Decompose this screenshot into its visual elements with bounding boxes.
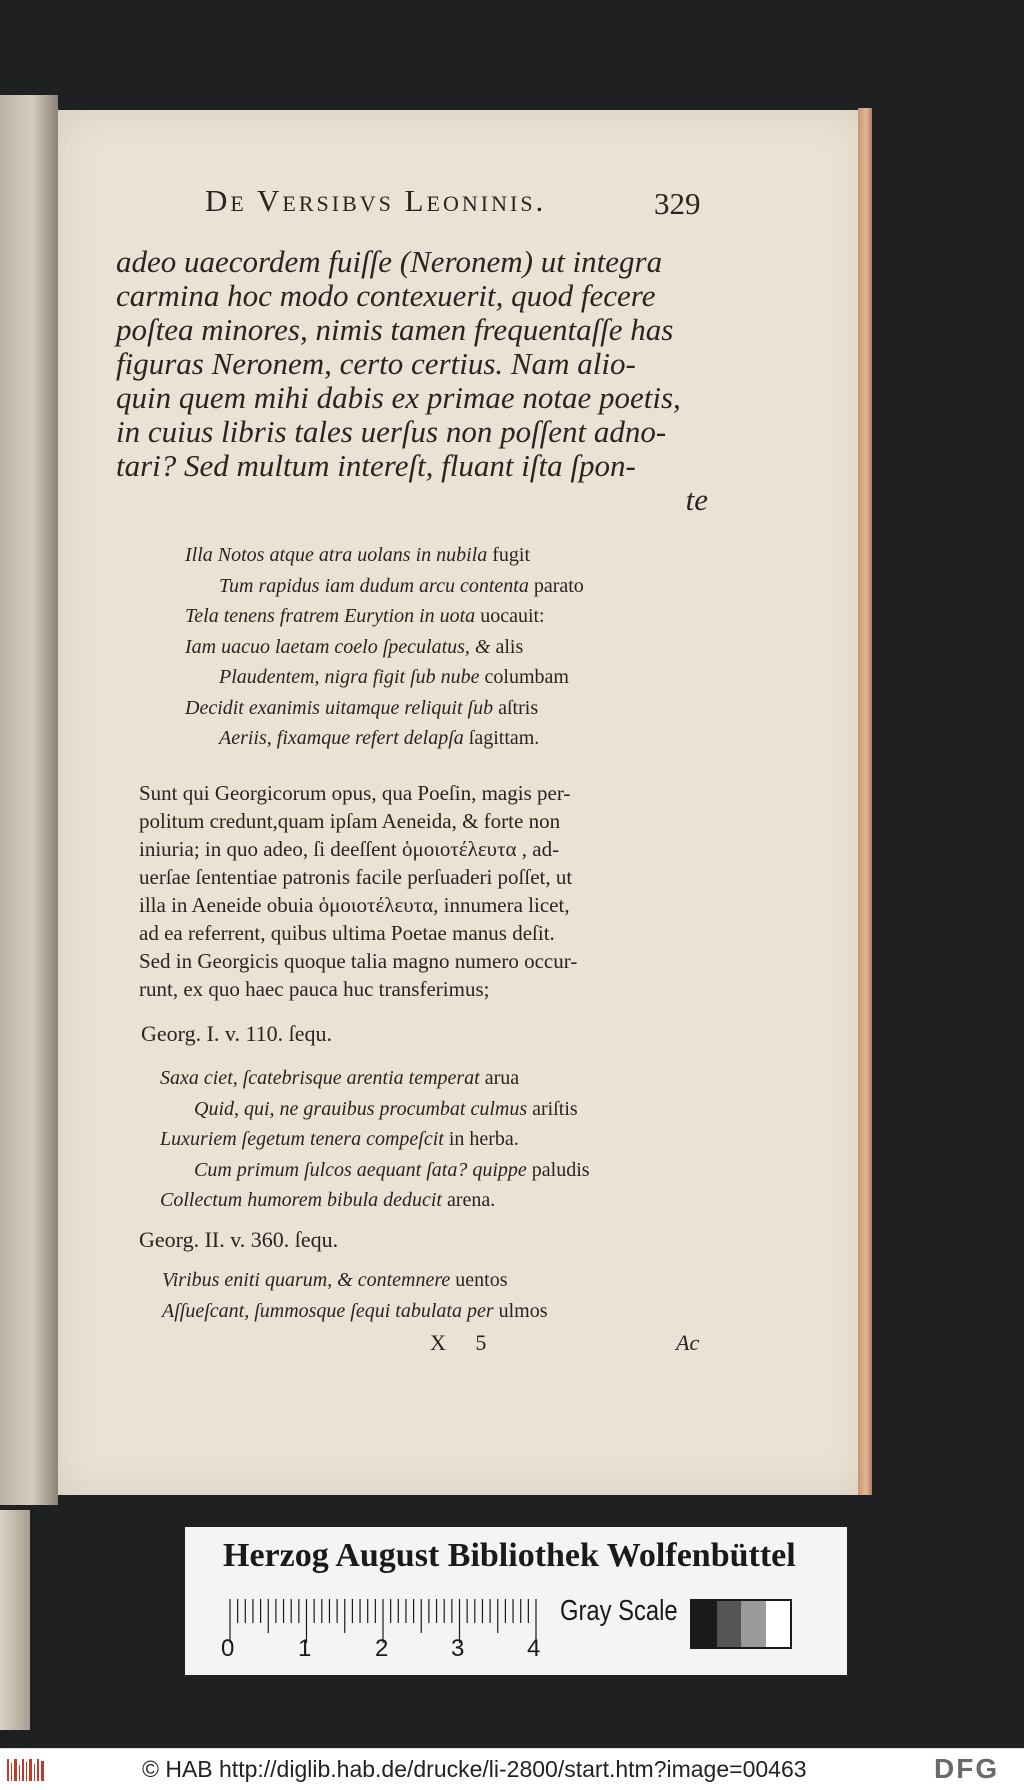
verse-roman-text: ſagittam.: [463, 727, 540, 749]
page-fore-edge: [858, 108, 872, 1495]
verse-italic-text: Cum primum ſulcos aequant ſata? quippe: [194, 1158, 527, 1181]
verse-italic-text: Quid, qui, ne grauibus procumbat culmus: [194, 1097, 528, 1120]
verse-line: [162, 1296, 548, 1327]
verse-italic-text: Tum rapidus iam dudum arcu contenta: [219, 574, 529, 597]
gray-swatch: [717, 1601, 742, 1647]
italic-line: adeo uaecordem fuiſſe (Neronem) ut integra: [116, 244, 663, 279]
verse-roman-text: ariſtis: [527, 1097, 578, 1120]
verse-line: [160, 1063, 590, 1094]
verse-italic-text: Illa Notos atque atra uolans in nubila: [185, 544, 488, 566]
page-number: 329: [654, 186, 701, 221]
verse-italic-text: Tela tenens fratrem Eurytion in uota: [185, 605, 476, 627]
verse-italic-text: Collectum humorem bibula deducit: [160, 1189, 442, 1211]
signature-mark: X 5: [430, 1330, 499, 1355]
italic-paragraph: [116, 245, 708, 517]
running-head: De Versibvs Leoninis.: [205, 183, 547, 218]
prose-line: iniuria; in quo adeo, ſi deeſſent ὁμοιοτέλευτα , ad-: [139, 837, 560, 861]
verse-roman-text: alis: [490, 635, 524, 658]
left-page-edge: [0, 95, 58, 1505]
ruler-number: 2: [375, 1635, 389, 1662]
verse-line: [160, 1124, 590, 1155]
italic-line: figuras Neronem, certo certius. Nam alio-: [116, 346, 636, 381]
verse-line: [185, 662, 584, 693]
verse-line: [185, 723, 584, 754]
catchword: Ac: [676, 1330, 700, 1355]
italic-line: carmina hoc modo contexuerit, quod fecere: [116, 278, 656, 313]
footer-copyright-url: © HAB http://diglib.hab.de/drucke/li-2800/start.htm?image=00463: [142, 1756, 807, 1782]
verse-roman-text: aſtris: [493, 696, 539, 719]
verse-italic-text: Aeriis, fixamque refert delapſa: [219, 727, 464, 749]
prose-line: runt, ex quo haec pauca huc transferimus;: [139, 977, 490, 1001]
verse-block-3: [162, 1265, 548, 1326]
verse-roman-text: arua: [479, 1067, 520, 1089]
verse-line: [185, 693, 584, 724]
verse-roman-text: arena.: [442, 1189, 496, 1211]
ruler-number: 4: [527, 1635, 541, 1662]
prose-line: illa in Aeneide obuia ὁμοιοτέλευτα, innumera licet,: [139, 893, 570, 917]
verse-line: [185, 540, 584, 571]
verse-block-1: [185, 540, 584, 754]
color-reference-card: [185, 1527, 847, 1675]
verse-line: [185, 601, 584, 632]
gray-scale-swatches: [690, 1599, 792, 1649]
verse-roman-text: ulmos: [493, 1299, 548, 1322]
prose-line: politum credunt,quam ipſam Aeneida, & forte non: [139, 809, 561, 833]
institution-name: Herzog August Bibliothek Wolfenbüttel: [223, 1537, 796, 1574]
prose-line: ad ea referrent, quibus ultima Poetae manus deſit.: [139, 921, 555, 945]
prose-line: Sunt qui Georgicorum opus, qua Poeſin, magis per-: [139, 781, 571, 805]
prose-paragraph: [139, 779, 709, 1003]
gray-swatch: [692, 1601, 717, 1647]
verse-italic-text: Decidit exanimis uitamque reliquit ſub: [185, 696, 494, 719]
verse-italic-text: Aſſueſcant, ſummosque ſequi tabulata per: [162, 1299, 494, 1322]
left-page-edge-lower: [0, 1510, 30, 1730]
verse-roman-text: uocauit:: [475, 605, 545, 627]
dfg-logo: DFG: [934, 1753, 1000, 1784]
gray-swatch: [741, 1601, 766, 1647]
italic-line: te: [685, 482, 708, 517]
verse-roman-text: paludis: [526, 1158, 590, 1181]
centimeter-ruler: [185, 1527, 555, 1675]
verse-line: [160, 1155, 590, 1186]
verse-roman-text: parato: [528, 574, 584, 597]
barcode-logo-icon: [6, 1757, 46, 1783]
verse-line: [160, 1094, 590, 1125]
reference-georg-2: Georg. II. v. 360. ſequ.: [139, 1227, 339, 1252]
verse-roman-text: fugit: [487, 544, 531, 566]
verse-italic-text: Viribus eniti quarum, & contemnere: [162, 1269, 451, 1291]
italic-line: quin quem mihi dabis ex primae notae poetis,: [116, 380, 681, 415]
prose-line: Sed in Georgicis quoque talia magno numero occur-: [139, 949, 578, 973]
verse-roman-text: in herba.: [443, 1128, 519, 1150]
italic-line: poſtea minores, nimis tamen frequentaſſe has: [116, 312, 674, 347]
verse-line: [162, 1265, 548, 1296]
ruler-number: 1: [298, 1635, 312, 1662]
ruler-number: 3: [451, 1635, 465, 1662]
reference-georg-1: Georg. I. v. 110. ſequ.: [141, 1021, 333, 1046]
verse-italic-text: Luxuriem ſegetum tenera compeſcit: [160, 1128, 444, 1150]
verse-block-2: [160, 1063, 590, 1216]
footer-bar: [0, 1748, 1024, 1790]
verse-italic-text: Plaudentem, nigra figit ſub nube: [219, 666, 480, 688]
italic-line: in cuius libris tales uerſus non poſſent adno-: [116, 414, 667, 449]
verse-roman-text: uentos: [450, 1269, 508, 1291]
verse-line: [160, 1185, 590, 1216]
italic-line: tari? Sed multum intereſt, fluant iſta ſpon-: [116, 448, 636, 483]
verse-roman-text: columbam: [479, 666, 569, 688]
gray-swatch: [766, 1601, 791, 1647]
verse-italic-text: Iam uacuo laetam coelo ſpeculatus, &: [185, 635, 491, 658]
verse-line: [185, 632, 584, 663]
prose-line: uerſae ſententiae patronis facile perſuaderi poſſet, ut: [139, 865, 573, 889]
verse-line: [185, 571, 584, 602]
verse-italic-text: Saxa ciet, ſcatebrisque arentia temperat: [160, 1067, 480, 1089]
gray-scale-label: Gray Scale: [560, 1595, 678, 1627]
ruler-number: 0: [221, 1635, 235, 1662]
